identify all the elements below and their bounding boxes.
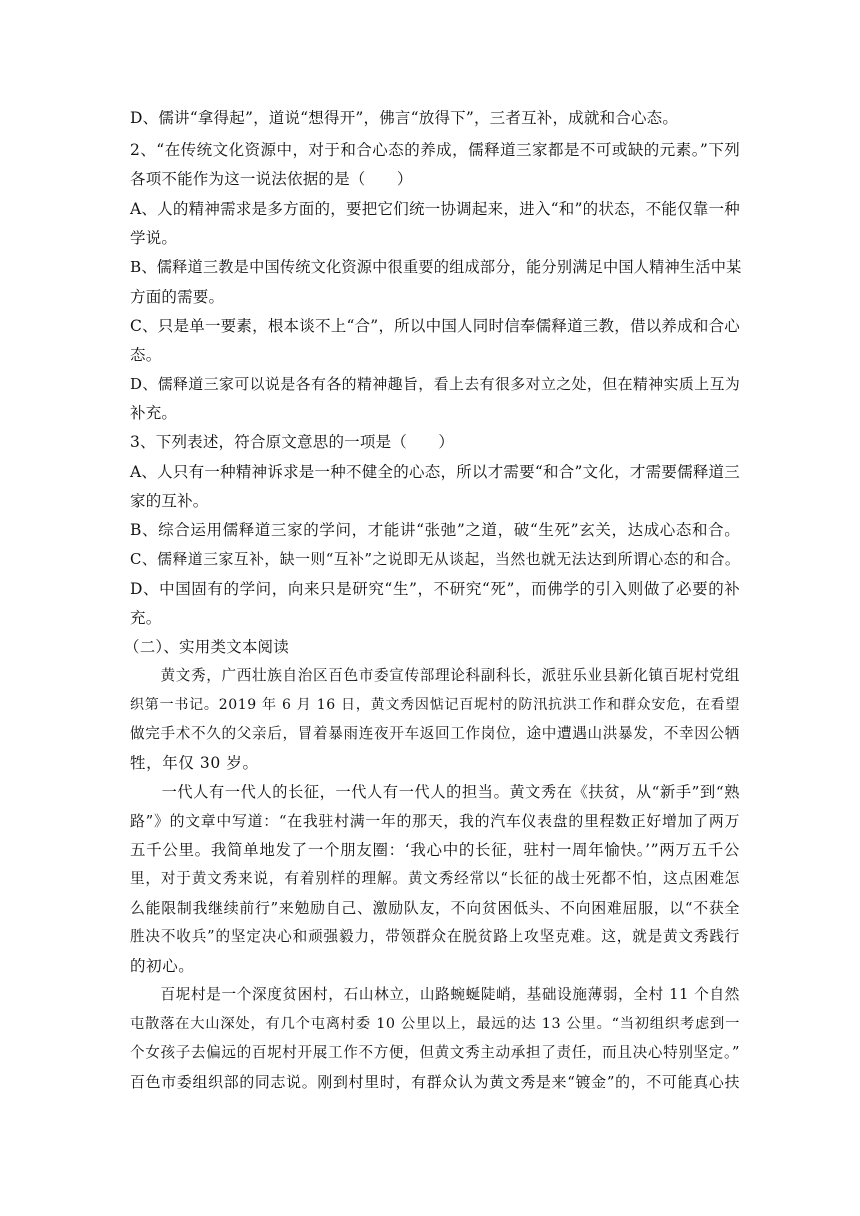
option-a-line-2: 学说。 <box>130 229 178 247</box>
option-d-line-1: D、儒释道三家可以说是各有各的精神趣旨，看上去有很多对立之处，但在精神实质上互为 <box>130 375 740 393</box>
paragraph-1-line-2: 织第一书记。2019 年 6 月 16 日，黄文秀因惦记百坭村的防汛抗洪工作和群众安危，在看望 <box>130 697 740 713</box>
option-d-line-2: 补充。 <box>130 404 178 422</box>
question-2-line-2: 各项不能作为这一说法依据的是（ ） <box>130 170 413 188</box>
paragraph-2-line-1: 一代人有一代人的长征，一代人有一代人的担当。黄文秀在《扶贫，从“新手”到“熟 <box>130 783 740 801</box>
question-2-line-1: 2、“在传统文化资源中，对于和合心态的养成，儒释道三家都是不可或缺的元素。”下列 <box>130 141 740 159</box>
paragraph-3-line-1: 百坭村是一个深度贫困村，石山林立，山路蜿蜒陡峭，基础设施薄弱，全村 11 个自然 <box>130 986 740 1003</box>
paragraph-2-line-5: 么能限制我继续前行”来勉励自己、激励队友，不向贫困低头、不向困难屈服，以“不获全 <box>130 899 740 917</box>
q3-option-a-line-1: A、人只有一种精神诉求是一种不健全的心态，所以才需要“和合”文化，才需要儒释道三 <box>130 463 740 481</box>
option-c-line-2: 态。 <box>130 346 162 364</box>
paragraph-2-line-7: 的初心。 <box>130 957 195 975</box>
paragraph-1-line-4: 牲，年仅 30 岁。 <box>130 754 259 772</box>
q3-option-c-line: C、儒释道三家互补，缺一则“互补”之说即无从谈起，当然也就无法达到所谓心态的和合。 <box>130 550 740 568</box>
paragraph-2-line-6: 胜决不收兵”的坚定决心和顽强毅力，带领群众在脱贫路上攻坚克难。这，就是黄文秀践行 <box>130 928 740 945</box>
paragraph-1-line-3: 做完手术不久的父亲后，冒着暴雨连夜开车返回工作岗位，途中遭遇山洪暴发，不幸因公牺 <box>130 725 740 742</box>
option-b-line-1: B、儒释道三教是中国传统文化资源中很重要的组成部分，能分别满足中国人精神生活中某 <box>130 258 742 276</box>
paragraph-3-line-3: 个女孩子去偏远的百坭村开展工作不方便，但黄文秀主动承担了责任，而且决心特别坚定。” <box>130 1044 740 1061</box>
paragraph-3-line-2: 屯散落在大山深处，有几个屯离村委 10 公里以上，最远的达 13 公里。“当初组织考虑到一 <box>130 1016 740 1032</box>
paragraph-2-line-3: 五千公里。我简单地发了一个朋友圈：‘我心中的长征，驻村一周年愉快。’”两万五千公 <box>130 841 740 859</box>
option-b-line-2: 方面的需要。 <box>130 288 225 306</box>
question-3-line: 3、下列表述，符合原文意思的一项是（ ） <box>130 433 455 451</box>
q3-option-a-line-2: 家的互补。 <box>130 492 209 510</box>
paragraph-2-line-4: 里，对于黄文秀来说，有着别样的理解。黄文秀经常以“长征的战士死都不怕，这点困难怎 <box>130 870 740 887</box>
paragraph-2-line-2: 路”》的文章中写道：“在我驻村满一年的那天，我的汽车仪表盘的里程数正好增加了两万 <box>130 812 740 830</box>
paragraph-1-line-1: 黄文秀，广西壮族自治区百色市委宣传部理论科副科长，派驻乐业县新化镇百坭村党组 <box>130 667 740 684</box>
option-a-line-1: A、人的精神需求是多方面的，要把它们统一协调起来，进入“和”的状态，不能仅靠一种 <box>130 200 740 218</box>
section-heading: （二）、实用类文本阅读 <box>124 638 289 656</box>
q3-option-d-line-1: D、中国固有的学问，向来只是研究“生”，不研究“死”，而佛学的引入则做了必要的补 <box>130 580 740 598</box>
q3-option-b-line: B、综合运用儒释道三家的学问，才能讲“张弛”之道，破“生死”玄关，达成心态和合。 <box>130 521 740 539</box>
option-d-line: D、儒讲“拿得起”，道说“想得开”，佛言“放得下”，三者互补，成就和合心态。 <box>130 109 679 127</box>
paragraph-3-line-4: 百色市委组织部的同志说。刚到村里时，有群众认为黄文秀是来“镀金”的，不可能真心扶 <box>130 1073 740 1091</box>
q3-option-d-line-2: 充。 <box>130 609 162 627</box>
option-c-line-1: C、只是单一要素，根本谈不上“合”，所以中国人同时信奉儒释道三教，借以养成和合心 <box>130 317 740 335</box>
